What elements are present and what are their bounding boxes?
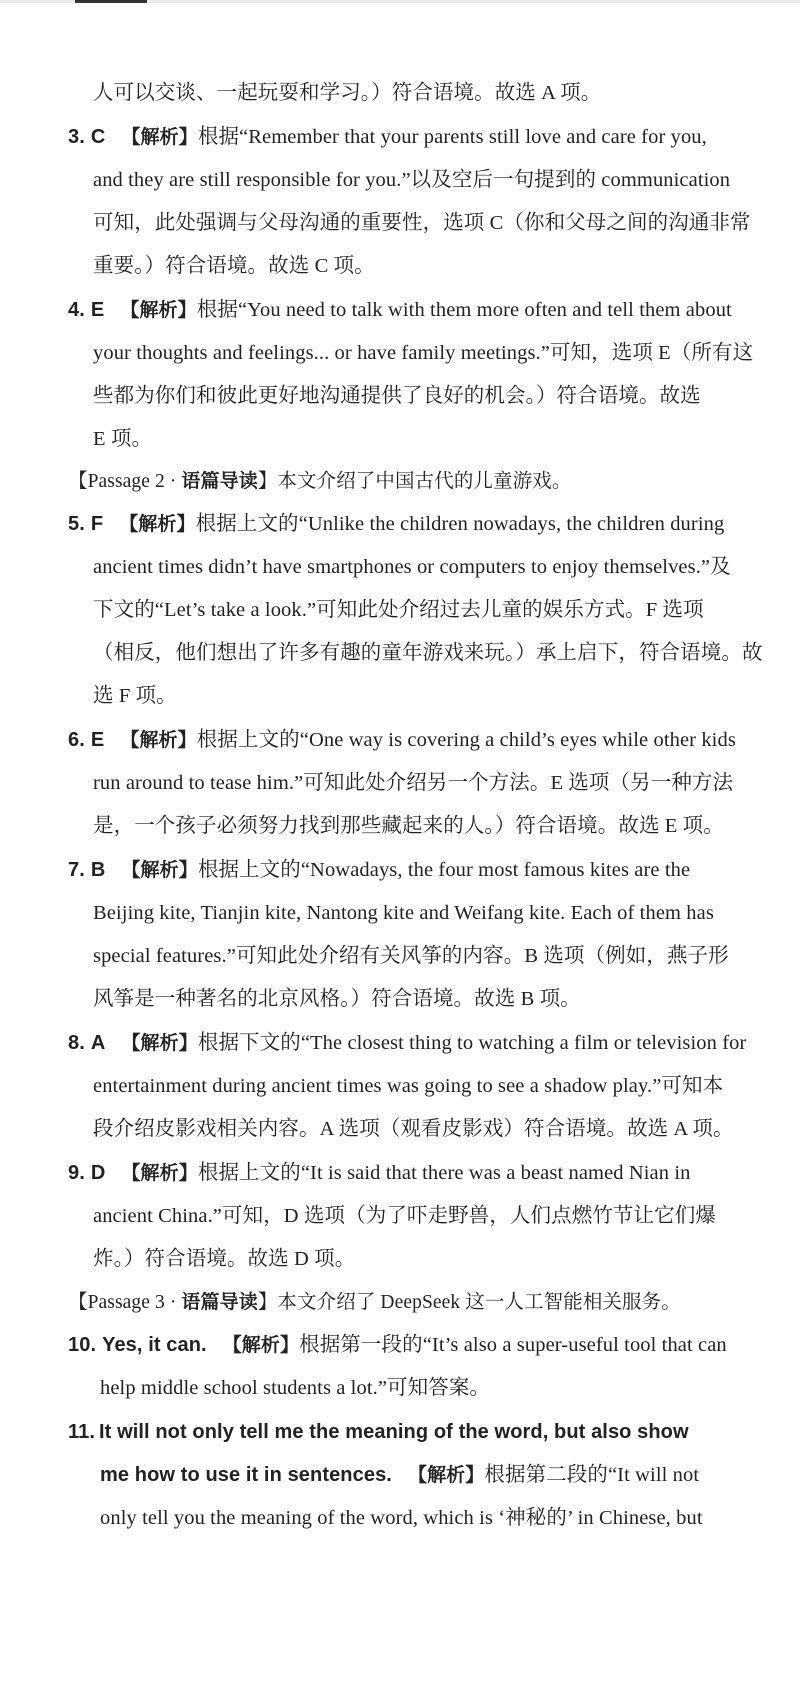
line-20: Beijing kite, Tianjin kite, Nantong kite and Weifang kite. Each of them has xyxy=(93,902,714,924)
item-11-line xyxy=(68,1417,689,1447)
line-18: 是，一个孩子必须努力找到那些藏起来的人。）符合语境。故选 E 项。 xyxy=(93,815,724,837)
line-24: entertainment during ancient times was going to see a shadow play.”可知本 xyxy=(93,1075,724,1097)
analysis-tag: 【解析】 xyxy=(120,299,197,321)
item-answer: E xyxy=(90,729,105,751)
item-answer: Yes, it can. xyxy=(102,1334,207,1356)
analysis-tag: 【解析】 xyxy=(121,126,198,148)
analysis-tag: 【解析】 xyxy=(120,729,197,751)
analysis-tag: 【解析】 xyxy=(121,1032,198,1054)
item-9-line: 9. D 【解析】根据上文的“It is said that there was a beast named Nian in xyxy=(68,1162,691,1184)
line-17: run around to tease him.”可知此处介绍另一个方法。E 选项（另一种方法 xyxy=(93,772,734,794)
analysis-tag: 【解析】 xyxy=(121,859,198,881)
line-1: 人可以交谈、一起玩耍和学习。）符合语境。故选 A 项。 xyxy=(93,82,602,104)
item-5-line: 5. F 【解析】根据上文的“Unlike the children nowadays, the children during xyxy=(68,513,725,535)
item-11-line-2: me how to use it in sentences. 【解析】根据第二段的“It will not xyxy=(100,1464,700,1486)
item-3-line: 3. C 【解析】根据“Remember that your parents still love and care for you, xyxy=(68,126,707,148)
item-number: 4. xyxy=(68,299,85,321)
line-22: 风筝是一种著名的北京风格。）符合语境。故选 B 项。 xyxy=(93,988,581,1010)
line-8: 些都为你们和彼此更好地沟通提供了良好的机会。）符合语境。故选 xyxy=(93,385,701,407)
analysis-tag: 【解析】 xyxy=(222,1334,300,1356)
item-answer-continued: me how to use it in sentences. xyxy=(100,1464,392,1486)
line-15: 选 F 项。 xyxy=(93,685,177,707)
item-answer: It will not only tell me the meaning of the word, but also show xyxy=(99,1421,689,1443)
line-13: 下文的“Let’s take a look.”可知此处介绍过去儿童的娱乐方式。F 选项 xyxy=(93,599,704,621)
passage-guide-title: 语篇导读 xyxy=(181,470,258,492)
top-scroll-indicator xyxy=(75,0,147,3)
passage-guide-title: 语篇导读 xyxy=(181,1291,258,1313)
item-answer: C xyxy=(90,126,106,148)
analysis-tag: 【解析】 xyxy=(407,1464,485,1486)
line-25: 段介绍皮影戏相关内容。A 选项（观看皮影戏）符合语境。故选 A 项。 xyxy=(93,1118,734,1140)
line-34: only tell you the meaning of the word, which is ‘神秘的’ in Chinese, but xyxy=(100,1507,703,1529)
item-8-line: 8. A 【解析】根据下文的“The closest thing to watching a film or television for xyxy=(68,1032,747,1054)
item-answer: A xyxy=(90,1032,106,1054)
item-4-line: 4. E 【解析】根据“You need to talk with them more often and tell them about xyxy=(68,299,732,321)
item-6-line: 6. E 【解析】根据上文的“One way is covering a child’s eyes while other kids xyxy=(68,729,736,751)
line-28: 炸。）符合语境。故选 D 项。 xyxy=(93,1248,356,1270)
line-4: 可知，此处强调与父母沟通的重要性，选项 C（你和父母之间的沟通非常 xyxy=(93,212,751,234)
passage-2-guide: 【Passage 2 · 语篇导读】本文介绍了中国古代的儿童游戏。 xyxy=(68,470,572,492)
item-answer: B xyxy=(90,859,106,881)
item-number: 3. xyxy=(68,126,85,148)
analysis-tag: 【解析】 xyxy=(121,1162,198,1184)
line-21: special features.”可知此处介绍有关风筝的内容。B 选项（例如，燕子形 xyxy=(93,945,729,967)
item-number: 8. xyxy=(68,1032,85,1054)
item-answer: F xyxy=(90,513,104,535)
line-31: help middle school students a lot.”可知答案。 xyxy=(100,1377,491,1399)
analysis-tag: 【解析】 xyxy=(119,513,196,535)
line-5: 重要。）符合语境。故选 C 项。 xyxy=(93,255,375,277)
item-number: 9. xyxy=(68,1162,85,1184)
line-27: ancient China.”可知，D 选项（为了吓走野兽，人们点燃竹节让它们爆 xyxy=(93,1205,716,1227)
item-number: 6. xyxy=(68,729,85,751)
line-7: your thoughts and feelings... or have family meetings.”可知，选项 E（所有这 xyxy=(93,342,754,364)
line-3: and they are still responsible for you.”以及空后一句提到的 communication xyxy=(93,169,731,191)
line-14: （相反，他们想出了许多有趣的童年游戏来玩。）承上启下，符合语境。故 xyxy=(93,642,763,664)
item-10-line: 10. Yes, it can. 【解析】根据第一段的“It’s also a super-useful tool that can xyxy=(68,1334,727,1356)
line-9: E 项。 xyxy=(93,428,153,450)
item-answer: D xyxy=(90,1162,106,1184)
item-7-line: 7. B 【解析】根据上文的“Nowadays, the four most famous kites are the xyxy=(68,859,691,881)
line-12: ancient times didn’t have smartphones or computers to enjoy themselves.”及 xyxy=(93,556,731,578)
item-number: 7. xyxy=(68,859,85,881)
item-number: 5. xyxy=(68,513,85,535)
item-number: 11. xyxy=(68,1421,95,1443)
item-number: 10. xyxy=(68,1334,97,1356)
item-answer: E xyxy=(90,299,105,321)
passage-3-guide: 【Passage 3 · 语篇导读】本文介绍了 DeepSeek 这一人工智能相关服务。 xyxy=(68,1291,681,1313)
